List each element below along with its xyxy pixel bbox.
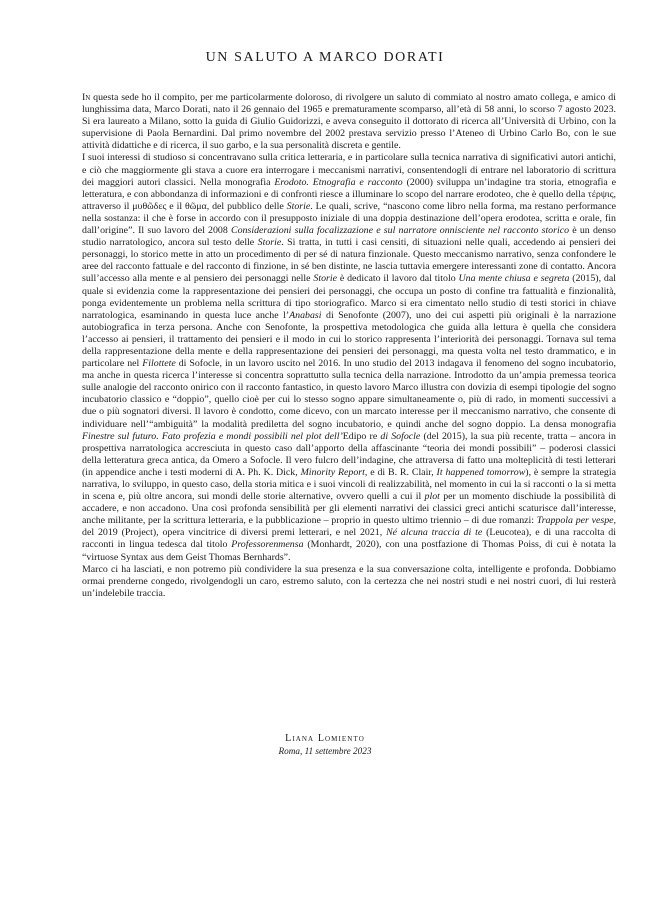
text-run: Finestre sul futuro. Fato profezia e mondi possibili nel plot dell’ bbox=[82, 430, 343, 442]
text-run: questa sede ho il compito, per me particolarmente doloroso, di rivolgere un saluto di commiato al nostro amato collega, e amico di lunghissima data, Marco Dorati, nato il 26 gennaio del 1965 e prematuramente scomparso, all’età di 58 anni, lo scorso 7 agosto 2023. Si era laureato a Milano, sotto la guida di Giulio Guidorizzi, e aveva conseguito il dottorato di ricerca all’Università di Urbino, con la supervisione di Paola Bernardini. Dal primo novembre del 2002 prestava servizio presso l’Ateneo di Urbino Carlo Bo, con le sue attività didattiche e di ricerca, il suo garbo, e la sua personalità discreta e gentile. bbox=[82, 92, 616, 152]
paragraph-farewell bbox=[82, 564, 616, 600]
place-date: Roma, 11 settembre 2023 bbox=[278, 746, 372, 756]
text-run: Storie bbox=[257, 237, 282, 249]
text-run: plot bbox=[424, 491, 440, 503]
author-name: Liana Lomiento bbox=[285, 733, 365, 744]
text-run: (2000) sviluppa un’indagine tra storia, etnografia e letteratura, e con abbondanza di informazioni e di confronti riesce a illuminare lo scopo del narrare erodoteo, che è quello della τέρψις, attraverso il μυθῶδες e il θῶμα, del pubblico delle bbox=[82, 176, 617, 212]
article-body bbox=[82, 92, 616, 600]
text-run: , e di B. R. Clair, bbox=[364, 466, 437, 478]
text-run: (del 2015), la sua più recente, tratta – ancora in prospettiva narratologica accresciuta in questo caso dall’apporto della affascinante “teoria dei mondi possibili” – poderosi classici della letteratura greca antica, da Omero a Sofocle. Il vero fulcro dell’indagine, che attraversa di fatto una molteplicità di testi letterari (in appendice anche i testi moderni di A. Ph. K. Dick, bbox=[82, 430, 616, 478]
text-run: è un denso studio narratologico, ancora sul testo delle bbox=[82, 225, 616, 249]
text-run: Minority Report bbox=[300, 466, 365, 478]
text-run: I suoi interessi di studioso si concentravano sulla critica letteraria, e in particolare sulla tecnica narrativa di significativi autori antichi, e ciò che maggiormente gli stava a cuore era interrogare i meccanismi narrativi, consentendogli di entrare nel laboratorio di scrittura dei maggiori autori classici. Nella monografia bbox=[82, 152, 616, 188]
text-run: In bbox=[82, 92, 91, 103]
paragraph-research bbox=[82, 152, 616, 563]
text-run: (Leucotea), e di una raccolta di racconti in lingua tedesca dal titolo bbox=[82, 527, 616, 551]
text-run: è dedicato il lavoro dal titolo bbox=[337, 273, 459, 285]
text-run: (2015), dal quale si evidenzia come la rappresentazione dei pensieri dei personaggi, che occupa un posto di confine tra fattualità e finzionalità, ponga evidentemente un problema nella scrittura di tipo storiografico. Marco si era cimentato nello studio di testi storici in chiave narratologica, esaminando in questa luce anche l’ bbox=[82, 273, 616, 321]
text-run: di Sofocle, in un lavoro uscito nel 2016. In uno studio del 2013 indagava il fenomeno del sogno incubatorio, ma anche in questa ricerca l’interesse si concentra soprattutto sulla tecnica della narrazione. Introdotto da un’ampia premessa teorica sulle analogie del racconto onirico con il racconto fantastico, in questo lavoro Marco illustra con dovizia di esempi tipologie del sogno incubatorio classico e “doppio”, quello cioè per cui lo stesso sogno appare simultaneamente o, più di rado, in momenti successivi a due o più sognatori diversi. Il lavoro è condotto, come dicevo, con un marcato interesse per il meccanismo narrativo, che consente di individuare nell’“ambiguità” la modalità prediletta del sogno incubatorio, e quindi anche del sogno doppio. La densa monografia bbox=[82, 358, 617, 430]
text-run: Storie bbox=[286, 200, 311, 212]
text-run: Né alcuna traccia di te bbox=[386, 527, 483, 539]
text-run: Considerazioni sulla focalizzazione e sul narratore onnisciente nel racconto storico bbox=[231, 225, 570, 237]
text-run: di Sofocle bbox=[377, 430, 421, 442]
text-run: di Senofonte (2007), uno dei cui aspetti più originali è la narrazione autobiografica in terza persona. Anche con Senofonte, la prospettiva metodologica che guida alla lettura è quella che considera l’accesso ai pensieri, il trattamento dei pensieri e il modo in cui lo storico rappresenta l’interiorità dei personaggi. Tornava sul tema della rappresentazione della mente e della rappresentazione dei pensieri dei personaggi, ma questa volta nel testo drammatico, e in particolare nel bbox=[82, 309, 616, 370]
text-run: . Le quali, scrive, “nascono come libro nella forma, ma restano performance nella sostanza: il che è forse in accordo con il presupposto iniziale di una doppia destinazione dell’opera erodotea, scritta e orale, fin dall’origine”. Il suo lavoro del 2008 bbox=[82, 200, 616, 237]
text-run: Erodoto. Etnografia e racconto bbox=[274, 176, 403, 188]
text-run: Una mente chiusa e segreta bbox=[458, 273, 570, 285]
text-run: Professorenmensa bbox=[231, 539, 304, 551]
text-run: . Si tratta, in tutti i casi censiti, di situazioni nelle quali, accedendo ai pensieri dei personaggi, lo storico mette in atto un procedimento di per sé di natura finzionale. Questo meccanismo narrativo, senza confondere le aree del racconto fattuale e del racconto di finzione, in sé ben distinte, ne lascia tuttavia emergere interessanti zone di contatto. Ancora sull’accesso alla mente e al pensiero dei personaggi nelle bbox=[82, 237, 616, 285]
text-run: Anabasi bbox=[289, 309, 322, 321]
text-run: Trappola per vespe bbox=[536, 515, 614, 527]
text-run: Storie bbox=[313, 273, 337, 285]
text-run: Filottete bbox=[142, 358, 176, 370]
text-run: (Monhardt, 2020), con una postfazione di Thomas Poiss, di cui è notata la “virtuose Syntax aus dem Geist Thomas Bernhards”. bbox=[82, 539, 616, 563]
text-run: per un momento dischiude la possibilità di accadere, e non accadono. Una così profonda sensibilità per gli elementi narrativi dei classici greci antichi scaturisce dall’interesse, anche militante, per la scrittura letteraria, e la pubblicazione – proprio in questo ultimo triennio – di due romanzi: bbox=[82, 491, 616, 527]
page-title: UN SALUTO A MARCO DORATI bbox=[205, 50, 445, 65]
text-run: It happened tomorrow bbox=[436, 466, 526, 478]
text-run: Edipo re bbox=[342, 430, 378, 442]
text-run: , del 2019 (Project), opera vincitrice di diversi premi letterari, e nel 2021, bbox=[82, 515, 616, 539]
paragraph-intro bbox=[82, 92, 616, 152]
text-run: Marco ci ha lasciati, e non potremo più condividere la sua presenza e la sua conversazione colta, intelligente e profonda. Dobbiamo ormai prenderne congedo, rivolgendogli un caro, estremo saluto, con la certezza che nei nostri studi e nei nostri cuori, di lui resterà un’indelebile traccia. bbox=[82, 563, 616, 599]
text-run: ), è sempre la strategia narrativa, lo sviluppo, in questo caso, della storia mitica e i suoi vincoli di realizzabilità, nel momento in cui la si racconti o la si metta in scena e, più oltre ancora, sui mondi delle storie alternative, ovvero quelli a cui il bbox=[82, 466, 616, 503]
signature-block bbox=[0, 733, 650, 757]
